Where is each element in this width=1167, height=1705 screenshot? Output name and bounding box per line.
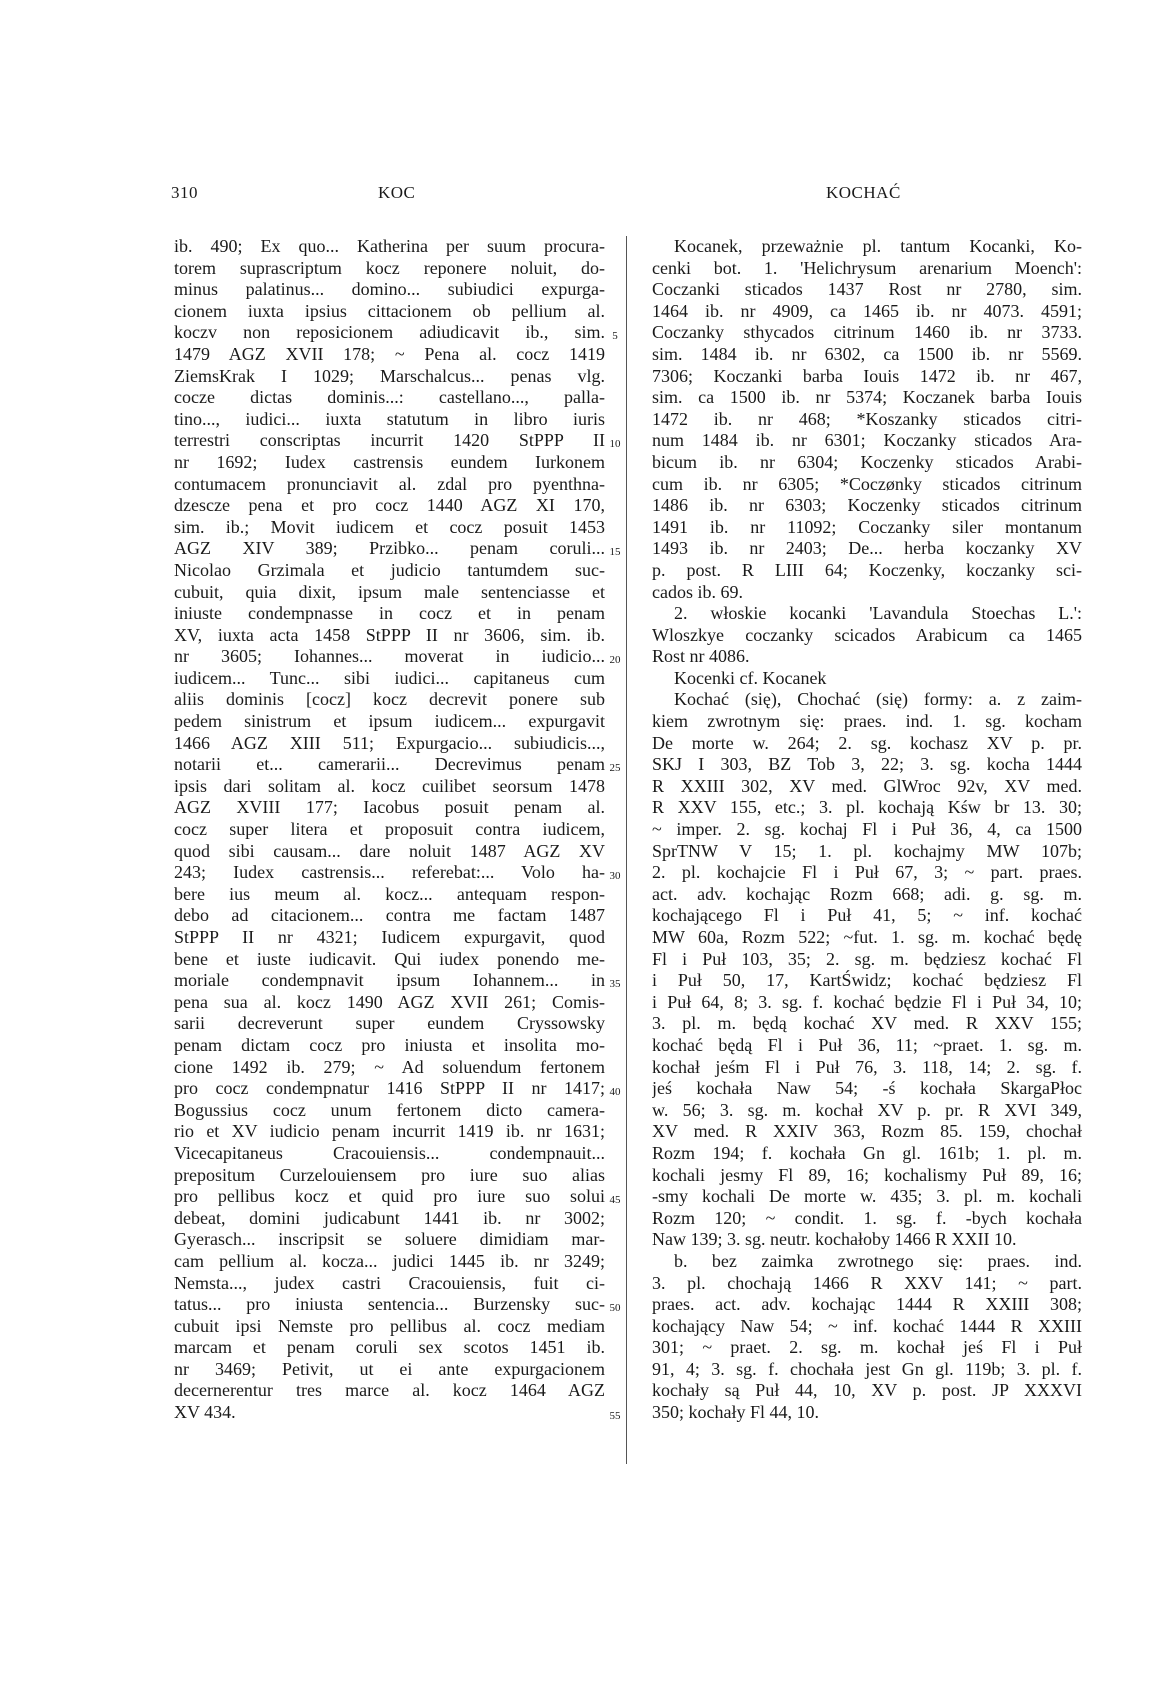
text-line: AGZ XVIII 177; Iacobus posuit penam al. [174, 797, 605, 818]
text-line: Wloszkye coczanky scicados Arabicum ca 1465 [652, 624, 1082, 645]
text-line: bicum ib. nr 6304; Koczenky sticados Arabi- [652, 451, 1082, 472]
text-line: tino..., iudici... iuxta statutum in libro iuris [174, 408, 605, 429]
text-line: i Puł 64, 8; 3. sg. f. kochać będzie Fl i Puł 34, 10; [652, 991, 1082, 1012]
line-number: 50 [609, 1302, 621, 1315]
text-line: dzescze pena et pro cocz 1440 AGZ XI 170, [174, 495, 605, 516]
text-line: rio et XV iudicio penam incurrit 1419 ib. nr 1631; [174, 1121, 605, 1142]
text-line: pro pellibus kocz et quid pro iure suo solui [174, 1186, 605, 1207]
text-line: 1466 AGZ XIII 511; Expurgacio... subiudicis..., [174, 732, 605, 753]
text-line: cum ib. nr 6305; *Coczønky sticados citrinum [652, 473, 1082, 494]
text-line: minus palatinus... domino... subiudici expurga- [174, 279, 605, 300]
text-line: Rozm 194; f. kochała Gn gl. 161b; 1. pl. m. [652, 1142, 1082, 1163]
text-line: 1491 ib. nr 11092; Coczanky siler montanum [652, 516, 1082, 537]
text-line: 1493 ib. nr 2403; De... herba koczanky XV [652, 538, 1082, 559]
running-head-right: KOCHAĆ [826, 183, 901, 202]
text-line: 243; Iudex castrensis... referebat:... Volo ha- [174, 862, 605, 883]
line-number: 45 [609, 1194, 621, 1207]
text-line: Vicecapitaneus Cracouiensis... condempnauit... [174, 1142, 605, 1163]
text-line: debo ad citacionem... contra me factam 1487 [174, 905, 605, 926]
text-line: 2. włoskie kocanki 'Lavandula Stoechas L.': [674, 603, 1082, 624]
text-line: sim. ib.; Movit iudicem et cocz posuit 1453 [174, 516, 605, 537]
text-line: debeat, domini judicabunt 1441 ib. nr 3002; [174, 1207, 605, 1228]
text-line: quod sibi causam... dare noluit 1487 AGZ XV [174, 840, 605, 861]
text-line: nr 3469; Petivit, ut ei ante expurgacionem [174, 1358, 605, 1379]
text-line: terrestri conscriptas incurrit 1420 StPPP II [174, 430, 605, 451]
text-line: bere ius meum al. kocz... antequam respon- [174, 883, 605, 904]
text-line: Nicolao Grzimala et judicio tantumdem suc- [174, 559, 605, 580]
text-line: praes. act. adv. kochając 1444 R XXIII 308; [652, 1294, 1082, 1315]
text-line: MW 60a, Rozm 522; ~fut. 1. sg. m. kochać będę [652, 927, 1082, 947]
text-line: moriale condempnavit ipsum Iohannem... in [174, 970, 605, 991]
text-line: w. 56; 3. sg. m. kochał XV p. pr. R XVI 349, [652, 1099, 1082, 1120]
text-line: -smy kochali De morte w. 435; 3. pl. m. kochali [652, 1186, 1082, 1207]
text-line: pedem sinistrum et ipsum iudicem... expurgavit [174, 711, 605, 732]
text-line: 1479 AGZ XVII 178; ~ Pena al. cocz 1419 [174, 343, 605, 364]
text-line: XV med. R XXIV 363, Rozm 85. 159, chochał [652, 1121, 1082, 1142]
text-line: cionem iuxta ipsius cittacionem ob pellium al. [174, 300, 605, 321]
text-line: Coczanky sthycados citrinum 1460 ib. nr 3733. [652, 322, 1082, 343]
text-line: SKJ I 303, BZ Tob 3, 22; 3. sg. kocha 1444 [652, 754, 1082, 775]
text-line: sim. ca 1500 ib. nr 5374; Koczanek barba Iouis [652, 387, 1082, 408]
text-line: Kocenki cf. Kocanek [674, 667, 827, 688]
text-line: p. post. R LIII 64; Koczenky, koczanky sci- [652, 559, 1082, 580]
text-line: 1472 ib. nr 468; *Koszanky sticados citri- [652, 408, 1082, 429]
text-line: cubuit ipsi Nemste pro pellibus al. cocz mediam [174, 1315, 605, 1336]
text-line: sarii decreverunt super eundem Cryssowsky [174, 1013, 605, 1034]
text-line: pena sua al. kocz 1490 AGZ XVII 261; Comis- [174, 991, 605, 1012]
text-line: aliis dominis [cocz] kocz decrevit ponere sub [174, 689, 605, 710]
text-line: decernerentur tres marce al. kocz 1464 AGZ [174, 1380, 605, 1401]
text-line: 91, 4; 3. sg. f. chochała jest Gn gl. 119b; 3. pl. f. [652, 1358, 1082, 1379]
text-line: kochał jeśm Fl i Puł 76, 3. 118, 14; 2. sg. f. [652, 1056, 1082, 1077]
line-number: 10 [609, 438, 621, 451]
text-line: Kocanek, przeważnie pl. tantum Kocanki, Ko- [674, 236, 1082, 256]
text-line: Kochać (się), Chochać (się) formy: a. z zaim- [674, 689, 1082, 710]
text-line: kochały są Puł 44, 10, XV p. post. JP XXXVI [652, 1380, 1082, 1401]
text-line: StPPP II nr 4321; Iudicem expurgavit, quod [174, 927, 605, 947]
line-number: 25 [609, 762, 621, 775]
text-line: nr 1692; Iudex castrensis eundem Iurkonem [174, 451, 605, 472]
text-line: bene et iuste iudicavit. Qui iudex ponendo me- [174, 948, 605, 969]
running-head-left: KOC [378, 183, 416, 202]
text-line: ipsis dari solitam al. kocz cuilibet seorsum 1478 [174, 775, 605, 796]
text-line: cados ib. 69. [652, 581, 743, 602]
text-line: koczv non reposicionem adiudicavit ib., sim. [174, 322, 605, 343]
text-line: marcam et penam coruli sex scotos 1451 ib. [174, 1337, 605, 1358]
text-line: AGZ XIV 389; Przibko... penam coruli... [174, 538, 605, 559]
text-line: kiem zwrotnym się: praes. ind. 1. sg. kocham [652, 711, 1082, 732]
text-line: Rost nr 4086. [652, 646, 750, 667]
text-line: iniuste condempnasse in cocz et in penam [174, 603, 605, 624]
text-line: contumacem pronunciavit al. zdal pro pyenthna- [174, 473, 605, 494]
text-line: XV, iuxta acta 1458 StPPP II nr 3606, sim. ib. [174, 624, 605, 645]
line-number: 20 [609, 654, 621, 667]
left-column [174, 236, 605, 1424]
text-line: Naw 139; 3. sg. neutr. kochałoby 1466 R XXII 10. [652, 1229, 1017, 1250]
text-line: penam dictam cocz pro iniusta et insolita mo- [174, 1034, 605, 1055]
text-line: Rozm 120; ~ condit. 1. sg. f. -bych kochała [652, 1207, 1082, 1228]
text-line: 301; ~ praet. 2. sg. m. kochał jeś Fl i Puł [652, 1337, 1082, 1358]
text-line: tatus... pro iniusta sentencia... Burzensky suc- [174, 1294, 605, 1315]
text-line: cenki bot. 1. 'Helichrysum arenarium Moench': [652, 257, 1082, 278]
text-line: kochali jesmy Fl 89, 16; kochalismy Puł 89, 16; [652, 1164, 1082, 1185]
text-line: pro cocz condempnatur 1416 StPPP II nr 1417; [174, 1078, 605, 1099]
text-line: 1464 ib. nr 4909, ca 1465 ib. nr 4073. 4591; [652, 300, 1082, 321]
text-line: cocze dictas dominis...: castellano..., palla- [174, 387, 605, 408]
text-line: cam pellium al. kocza... judici 1445 ib. nr 3249; [174, 1250, 605, 1271]
text-line: nr 3605; Iohannes... moverat in iudicio... [174, 646, 605, 667]
text-line: 3. pl. chochają 1466 R XXV 141; ~ part. [652, 1272, 1082, 1293]
text-line: 350; kochały Fl 44, 10. [652, 1402, 819, 1423]
right-column [652, 236, 1082, 1424]
text-line: ib. 490; Ex quo... Katherina per suum procura- [174, 236, 605, 256]
text-line: XV 434. [174, 1402, 236, 1423]
text-line: cubuit, quia dixit, ipsum male sentenciasse et [174, 581, 605, 602]
text-line: R XXIII 302, XV med. GlWroc 92v, XV med. [652, 775, 1082, 796]
text-line: iudicem... Tunc... sibi iudici... capitaneus cum [174, 667, 605, 688]
column-divider [626, 236, 627, 1464]
text-line: ~ imper. 2. sg. kochaj Fl i Puł 36, 4, ca 1500 [652, 819, 1082, 840]
text-line: prepositum Curzelouiensem pro iure suo alias [174, 1164, 605, 1185]
text-line: Bogussius cocz unum fertonem dicto camera- [174, 1099, 605, 1120]
text-line: notarii et... camerarii... Decrevimus penam [174, 754, 605, 775]
text-line: kochającego Fl i Puł 41, 5; ~ inf. kochać [652, 905, 1082, 926]
text-line: i Puł 50, 17, KartŚwidz; kochać będziesz Fl [652, 970, 1082, 991]
text-line: R XXV 155, etc.; 3. pl. kochają Kśw br 13. 30; [652, 797, 1082, 818]
text-line: sim. 1484 ib. nr 6302, ca 1500 ib. nr 5569. [652, 343, 1082, 364]
page-number: 310 [171, 183, 198, 202]
line-number: 35 [609, 978, 621, 991]
text-line: Coczanki sticados 1437 Rost nr 2780, sim. [652, 279, 1082, 300]
line-number: 40 [609, 1086, 621, 1099]
text-line: De morte w. 264; 2. sg. kochasz XV p. pr. [652, 732, 1082, 753]
text-line: ZiemsKrak I 1029; Marschalcus... penas vlg. [174, 365, 605, 386]
line-number: 30 [609, 870, 621, 883]
text-line: SprTNW V 15; 1. pl. kochajmy MW 107b; [652, 840, 1082, 861]
text-line: num 1484 ib. nr 6301; Koczanky sticados Ara- [652, 430, 1082, 451]
text-line: kochać będą Fl i Puł 36, 11; ~praet. 1. sg. m. [652, 1034, 1082, 1055]
text-line: torem suprascriptum kocz reponere noluit, do- [174, 257, 605, 278]
text-line: cocz super litera et proposuit contra iudicem, [174, 819, 605, 840]
text-line: 7306; Koczanki barba Iouis 1472 ib. nr 467, [652, 365, 1082, 386]
text-line: Gyerasch... inscripsit se soluere dimidiam mar- [174, 1229, 605, 1250]
text-line: cione 1492 ib. 279; ~ Ad soluendum fertonem [174, 1056, 605, 1077]
line-number: 15 [609, 546, 621, 559]
text-line: 3. pl. m. będą kochać XV med. R XXV 155; [652, 1013, 1082, 1034]
line-number: 55 [609, 1410, 621, 1423]
text-line: 1486 ib. nr 6303; Koczenky sticados citrinum [652, 495, 1082, 516]
text-line: b. bez zaimka zwrotnego się: praes. ind. [674, 1250, 1082, 1271]
text-line: act. adv. kochając Rozm 668; adi. g. sg. m. [652, 883, 1082, 904]
text-line: Fl i Puł 103, 35; 2. sg. m. będziesz kochać Fl [652, 948, 1082, 969]
text-line: Nemsta..., judex castri Cracouiensis, fuit ci- [174, 1272, 605, 1293]
text-line: 2. pl. kochajcie Fl i Puł 67, 3; ~ part. praes. [652, 862, 1082, 883]
text-line: jeś kochała Naw 54; -ś kochała SkargaPłoc [652, 1078, 1082, 1099]
line-number: 5 [612, 330, 618, 343]
text-line: kochający Naw 54; ~ inf. kochać 1444 R XXIII [652, 1315, 1082, 1336]
